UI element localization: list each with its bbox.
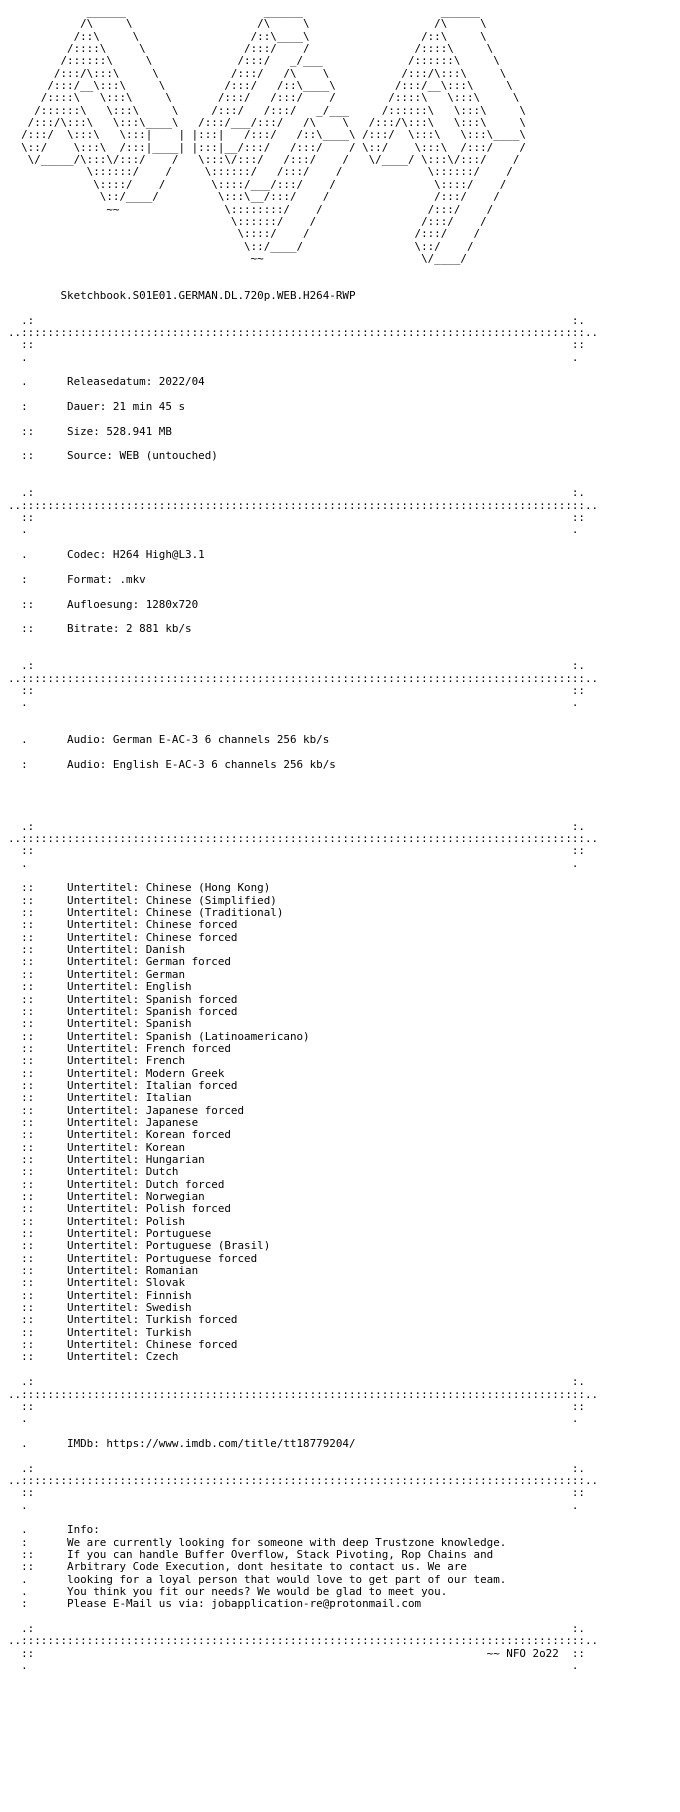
subtitle-line: :: Untertitel: Chinese forced: [8, 1338, 238, 1352]
subtitle-line: :: Untertitel: Portuguese: [8, 1227, 212, 1241]
info-line: :: Arbitrary Code Execution, dont hesitate to contact us. We are: [8, 1560, 467, 1574]
subtitle-line: :: Untertitel: Swedish: [8, 1301, 192, 1315]
subtitle-line: :: Untertitel: Japanese forced: [8, 1103, 245, 1117]
logo-art-line: ~~ \::::::::/ / /:::/ /: [8, 202, 494, 216]
logo-art-line: /::::::\ \:::\ \ /:::/ /:::/ _/___ /::::::\ \:::\ \: [8, 103, 526, 117]
logo-art-line: /:::/\:::\ \:::\____\ /:::/___/:::/ /\ \ /:::/\:::\ \:::\ \: [8, 116, 526, 130]
blank-line: [8, 1512, 680, 1524]
blank-line: [8, 710, 680, 722]
blank-line: [8, 561, 680, 573]
info-line: . Codec: H264 High@L3.1: [8, 548, 205, 562]
logo-art-line: /::\ \ /::\____\ /::\ \: [8, 29, 487, 43]
subtitle-line: :: Untertitel: Spanish: [8, 1017, 192, 1031]
logo-art-line: /\ \ /\ \ /\ \: [8, 17, 487, 31]
subtitle-line: :: Untertitel: French forced: [8, 1041, 231, 1055]
subtitle-line: :: Untertitel: Chinese forced: [8, 930, 238, 944]
logo-art-line: /::::\ \ /:::/ / /::::\ \: [8, 42, 494, 56]
logo-art-line: /:::/__\:::\ \ /:::/ /::\____\ /:::/__\:::\ \: [8, 79, 513, 93]
info-line: : Format: .mkv: [8, 572, 146, 586]
section-divider: .: :. ..::::::::::::::::::::::::::::::::::::::::::::::::::::::::::::::::::::::::::::::::::::::.. :: :: . .: [8, 659, 599, 710]
subtitle-line: :: Untertitel: Turkish forced: [8, 1313, 238, 1327]
section-divider: .: :. ..::::::::::::::::::::::::::::::::::::::::::::::::::::::::::::::::::::::::::::::::::::::.. :: :: . .: [8, 1461, 599, 1512]
logo-art-line: \/_____/\:::\/:::/ / \:::\/:::/ /:::/ / \/____/ \:::\/:::/ /: [8, 153, 520, 167]
info-line: :: Bitrate: 2 881 kb/s: [8, 622, 192, 636]
logo-art-line: ______ ______ ______: [8, 5, 481, 18]
subtitle-line: :: Untertitel: Chinese forced: [8, 918, 238, 932]
info-line[interactable]: . IMDb: https://www.imdb.com/title/tt18779204/: [8, 1436, 356, 1450]
info-line: : Dauer: 21 min 45 s: [8, 400, 186, 413]
subtitle-line: :: Untertitel: Japanese: [8, 1115, 199, 1129]
subtitle-line: :: Untertitel: Chinese (Traditional): [8, 906, 284, 920]
footer-divider: .: :. ..::::::::::::::::::::::::::::::::::::::::::::::::::::::::::::::::::::::::::::::::::::::..: [8, 1622, 599, 1648]
info-line: :: Size: 528.941 MB: [8, 424, 172, 438]
section-divider: .: :. ..::::::::::::::::::::::::::::::::::::::::::::::::::::::::::::::::::::::::::::::::::::::.. :: :: . .: [8, 486, 599, 537]
subtitle-line: :: Untertitel: Czech: [8, 1350, 179, 1364]
blank-line: [8, 463, 680, 475]
subtitle-line: :: Untertitel: Turkish: [8, 1325, 192, 1339]
subtitle-line: :: Untertitel: Spanish (Latinoamericano): [8, 1029, 310, 1043]
logo-art-line: \::/____/ \:::\__/:::/ / /:::/ /: [8, 190, 500, 204]
subtitle-line: :: Untertitel: Polish forced: [8, 1202, 231, 1216]
subtitle-line: :: Untertitel: Korean forced: [8, 1128, 231, 1142]
blank-line: [8, 796, 680, 808]
info-line: : Audio: English E-AC-3 6 channels 256 kb/s: [8, 757, 336, 771]
info-line: :: If you can handle Buffer Overflow, Stack Pivoting, Rop Chains and: [8, 1547, 494, 1561]
subtitle-line: :: Untertitel: Spanish forced: [8, 992, 238, 1006]
subtitle-line: :: Untertitel: German forced: [8, 955, 231, 969]
logo-art-line: \::::::/ / \::::::/ /:::/ / \::::::/ /: [8, 165, 513, 179]
section-divider: .: :. ..::::::::::::::::::::::::::::::::::::::::::::::::::::::::::::::::::::::::::::::::::::::.. :: :: . .: [8, 819, 599, 870]
logo-art-line: ~~ \/____/: [8, 251, 467, 265]
subtitle-line: :: Untertitel: Modern Greek: [8, 1066, 225, 1080]
info-line: . Audio: German E-AC-3 6 channels 256 kb/s: [8, 733, 330, 747]
logo-art-line: \::/____/ \::/ /: [8, 239, 474, 253]
subtitle-line: :: Untertitel: Norwegian: [8, 1190, 205, 1203]
info-line[interactable]: : Please E-Mail us via: jobapplication-re@protonmail.com: [8, 1597, 422, 1611]
subtitle-line: :: Untertitel: Romanian: [8, 1264, 199, 1278]
blank-line: [8, 413, 680, 425]
subtitle-line: :: Untertitel: Slovak: [8, 1276, 186, 1290]
subtitle-line: :: Untertitel: French: [8, 1054, 186, 1068]
subtitle-line: :: Untertitel: Chinese (Hong Kong): [8, 881, 271, 895]
info-line: . Info:: [8, 1523, 100, 1537]
section-divider: .: :. ..::::::::::::::::::::::::::::::::::::::::::::::::::::::::::::::::::::::::::::::::::::::.. :: :: . .: [8, 313, 599, 364]
logo-art-line: /:::/ \:::\ \:::| | |:::| /:::/ /::\____\ /:::/ \:::\ \:::\____\: [8, 128, 526, 142]
subtitle-line: :: Untertitel: Spanish forced: [8, 1004, 238, 1018]
footer-divider-end: . .: [8, 1659, 579, 1673]
info-line: :: Aufloesung: 1280x720: [8, 597, 199, 611]
subtitle-line: :: Untertitel: Portuguese forced: [8, 1251, 258, 1265]
blank-line: [8, 265, 680, 277]
subtitle-line: :: Untertitel: German: [8, 967, 186, 981]
subtitle-line: :: Untertitel: Dutch forced: [8, 1177, 225, 1191]
subtitle-line: :: Untertitel: Polish: [8, 1214, 186, 1228]
blank-line: [8, 808, 680, 820]
info-line: . looking for a loyal person that would love to get part of our team.: [8, 1572, 507, 1586]
subtitle-line: :: Untertitel: English: [8, 980, 192, 994]
footer-tag: :: ~~ NFO 2o22 ::: [8, 1646, 585, 1660]
section-divider: .: :. ..::::::::::::::::::::::::::::::::::::::::::::::::::::::::::::::::::::::::::::::::::::::.. :: :: . .: [8, 1375, 599, 1426]
release-name: Sketchbook.S01E01.GERMAN.DL.720p.WEB.H264-RWP: [8, 288, 356, 302]
logo-art-line: \::::::/ / /:::/ /: [8, 214, 487, 228]
subtitle-line: :: Untertitel: Danish: [8, 943, 186, 957]
subtitle-line: :: Untertitel: Italian: [8, 1091, 192, 1105]
blank-line: [8, 636, 680, 648]
info-line: . Releasedatum: 2022/04: [8, 375, 205, 389]
blank-line: [8, 1450, 680, 1462]
subtitle-line: :: Untertitel: Korean: [8, 1140, 186, 1154]
subtitle-line: :: Untertitel: Dutch: [8, 1165, 179, 1179]
info-line: : We are currently looking for someone with deep Trustzone knowledge.: [8, 1535, 507, 1549]
logo-art-line: \::::/ / /:::/ /: [8, 227, 481, 241]
logo-art-line: \::/ \:::\ /:::|____| |:::|__/:::/ /:::/ / \::/ \:::\ /:::/ /: [8, 140, 526, 154]
logo-art-line: /::::\ \:::\ \ /:::/ /:::/ / /::::\ \:::\ \: [8, 91, 520, 105]
subtitle-line: :: Untertitel: Portuguese (Brasil): [8, 1239, 271, 1253]
blank-line: [8, 302, 680, 314]
logo-art-line: \::::/ / \::::/___/:::/ / \::::/ /: [8, 177, 507, 191]
subtitle-line: :: Untertitel: Finnish: [8, 1288, 192, 1302]
info-line: :: Source: WEB (untouched): [8, 449, 218, 463]
blank-line: [8, 586, 680, 598]
blank-line: [8, 784, 680, 796]
info-line: . You think you fit our needs? We would be glad to meet you.: [8, 1585, 448, 1598]
subtitle-line: :: Untertitel: Italian forced: [8, 1078, 238, 1092]
subtitle-line: :: Untertitel: Hungarian: [8, 1152, 205, 1166]
logo-art-line: /::::::\ \ /:::/ _/___ /::::::\ \: [8, 54, 500, 68]
logo-art-line: /:::/\:::\ \ /:::/ /\ \ /:::/\:::\ \: [8, 66, 507, 80]
blank-line: [8, 771, 680, 783]
subtitle-line: :: Untertitel: Chinese (Simplified): [8, 893, 277, 907]
